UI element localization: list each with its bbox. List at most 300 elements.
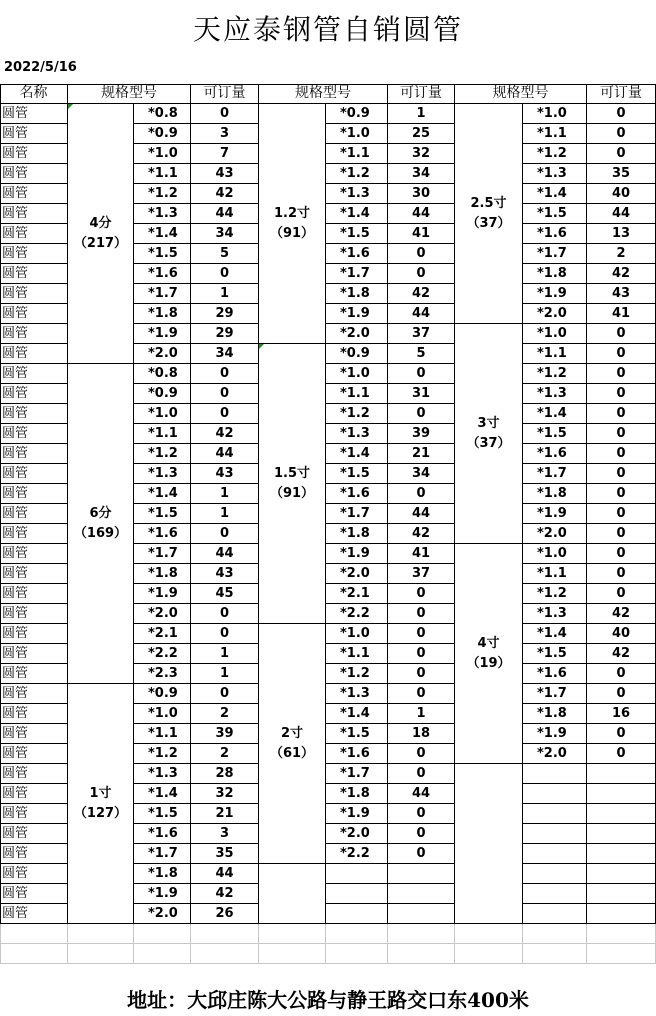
product-name-cell: 圆管 bbox=[0, 124, 68, 144]
spec-cell: *2.2 bbox=[326, 604, 388, 624]
product-name-cell: 圆管 bbox=[0, 784, 68, 804]
spec-cell: *1.4 bbox=[523, 624, 587, 644]
spec-cell: *1.2 bbox=[134, 184, 191, 204]
empty-spec-cell bbox=[523, 784, 587, 804]
comment-marker-icon bbox=[259, 344, 264, 349]
qty-cell: 0 bbox=[191, 364, 259, 384]
spec-cell: *1.2 bbox=[134, 444, 191, 464]
product-name-cell: 圆管 bbox=[0, 324, 68, 344]
size-group bbox=[455, 324, 523, 544]
spec-cell: *1.3 bbox=[523, 164, 587, 184]
empty-spec-cell bbox=[523, 824, 587, 844]
spec-cell: *1.7 bbox=[326, 764, 388, 784]
qty-cell: 42 bbox=[388, 524, 455, 544]
qty-cell: 0 bbox=[191, 384, 259, 404]
product-name-cell: 圆管 bbox=[0, 644, 68, 664]
qty-cell: 1 bbox=[191, 504, 259, 524]
spec-cell: *2.0 bbox=[326, 324, 388, 344]
qty-cell: 1 bbox=[191, 484, 259, 504]
spec-cell: *1.1 bbox=[523, 564, 587, 584]
size-group bbox=[259, 104, 326, 344]
empty-sheet-cell bbox=[191, 924, 259, 944]
qty-cell: 40 bbox=[587, 184, 656, 204]
empty-spec-cell bbox=[326, 904, 388, 924]
qty-cell: 42 bbox=[587, 644, 656, 664]
spec-cell: *1.5 bbox=[523, 424, 587, 444]
header-spec: 规格型号 bbox=[455, 84, 587, 104]
empty-sheet-cell bbox=[523, 924, 587, 944]
qty-cell: 0 bbox=[587, 744, 656, 764]
spec-cell: *0.9 bbox=[134, 384, 191, 404]
empty-qty-cell bbox=[587, 884, 656, 904]
qty-cell: 0 bbox=[191, 684, 259, 704]
spec-cell: *2.2 bbox=[134, 644, 191, 664]
empty-sheet-cell bbox=[587, 944, 656, 964]
spec-cell: *1.6 bbox=[523, 444, 587, 464]
product-name-cell: 圆管 bbox=[0, 704, 68, 724]
qty-cell: 0 bbox=[587, 464, 656, 484]
product-name-cell: 圆管 bbox=[0, 744, 68, 764]
empty-qty-cell bbox=[587, 824, 656, 844]
spec-cell: *1.0 bbox=[326, 364, 388, 384]
qty-cell: 0 bbox=[388, 644, 455, 664]
spec-cell: *1.6 bbox=[326, 484, 388, 504]
qty-cell: 7 bbox=[191, 144, 259, 164]
product-name-cell: 圆管 bbox=[0, 184, 68, 204]
empty-sheet-cell bbox=[0, 924, 68, 944]
empty-qty-cell bbox=[587, 784, 656, 804]
spec-cell: *2.0 bbox=[523, 304, 587, 324]
spec-cell: *1.0 bbox=[326, 624, 388, 644]
empty-qty-cell bbox=[587, 804, 656, 824]
spec-cell: *2.0 bbox=[134, 344, 191, 364]
size-group-total: （37） bbox=[466, 215, 511, 231]
empty-sheet-cell bbox=[388, 924, 455, 944]
spec-cell: *1.3 bbox=[134, 204, 191, 224]
spec-cell: *1.8 bbox=[134, 304, 191, 324]
qty-cell: 0 bbox=[587, 144, 656, 164]
product-name-cell: 圆管 bbox=[0, 564, 68, 584]
empty-sheet-cell bbox=[388, 944, 455, 964]
size-group-label: 2.5寸 bbox=[470, 195, 507, 211]
qty-cell: 44 bbox=[191, 864, 259, 884]
size-group-label: 2寸 bbox=[280, 725, 304, 741]
spec-cell: *1.1 bbox=[326, 144, 388, 164]
product-name-cell: 圆管 bbox=[0, 764, 68, 784]
spec-cell: *1.2 bbox=[523, 584, 587, 604]
header-spec: 规格型号 bbox=[259, 84, 388, 104]
empty-sheet-cell bbox=[134, 924, 191, 944]
qty-cell: 37 bbox=[388, 324, 455, 344]
spec-cell: *1.6 bbox=[134, 264, 191, 284]
spec-cell: *1.2 bbox=[326, 164, 388, 184]
spec-cell: *1.8 bbox=[134, 864, 191, 884]
qty-cell: 35 bbox=[191, 844, 259, 864]
qty-cell: 29 bbox=[191, 324, 259, 344]
product-name-cell: 圆管 bbox=[0, 584, 68, 604]
qty-cell: 30 bbox=[388, 184, 455, 204]
size-group bbox=[259, 344, 326, 624]
qty-cell: 28 bbox=[191, 764, 259, 784]
spec-cell: *1.9 bbox=[134, 324, 191, 344]
qty-cell: 0 bbox=[191, 404, 259, 424]
empty-sheet-cell bbox=[455, 924, 523, 944]
spec-cell: *1.6 bbox=[523, 664, 587, 684]
spec-cell: *1.7 bbox=[134, 544, 191, 564]
spec-cell: *1.2 bbox=[326, 664, 388, 684]
product-name-cell: 圆管 bbox=[0, 364, 68, 384]
size-group bbox=[68, 104, 134, 364]
qty-cell: 1 bbox=[388, 704, 455, 724]
spec-cell: *1.4 bbox=[134, 484, 191, 504]
qty-cell: 0 bbox=[587, 664, 656, 684]
qty-cell: 3 bbox=[191, 824, 259, 844]
spec-cell: *1.4 bbox=[326, 704, 388, 724]
qty-cell: 0 bbox=[388, 844, 455, 864]
qty-cell: 0 bbox=[587, 524, 656, 544]
qty-cell: 34 bbox=[191, 224, 259, 244]
comment-marker-icon bbox=[68, 104, 73, 109]
empty-qty-cell bbox=[587, 764, 656, 784]
spec-cell: *1.1 bbox=[523, 124, 587, 144]
product-name-cell: 圆管 bbox=[0, 624, 68, 644]
size-group-total: （169） bbox=[73, 525, 128, 541]
qty-cell: 41 bbox=[388, 224, 455, 244]
empty-qty-cell bbox=[587, 904, 656, 924]
spec-cell: *1.8 bbox=[326, 284, 388, 304]
qty-cell: 43 bbox=[191, 464, 259, 484]
empty-sheet-cell bbox=[68, 944, 134, 964]
qty-cell: 34 bbox=[388, 464, 455, 484]
header-name: 名称 bbox=[0, 84, 68, 104]
qty-cell: 18 bbox=[388, 724, 455, 744]
spec-cell: *1.3 bbox=[523, 384, 587, 404]
qty-cell: 0 bbox=[587, 404, 656, 424]
qty-cell: 3 bbox=[191, 124, 259, 144]
size-group-label: 6分 bbox=[89, 505, 112, 521]
qty-cell: 21 bbox=[191, 804, 259, 824]
spec-cell: *1.9 bbox=[134, 884, 191, 904]
spec-cell: *1.3 bbox=[326, 424, 388, 444]
qty-cell: 0 bbox=[587, 124, 656, 144]
spec-cell: *1.9 bbox=[326, 304, 388, 324]
spec-cell: *1.9 bbox=[523, 724, 587, 744]
header-qty: 可订量 bbox=[191, 84, 259, 104]
qty-cell: 0 bbox=[191, 104, 259, 124]
qty-cell: 26 bbox=[191, 904, 259, 924]
spec-cell: *2.0 bbox=[523, 744, 587, 764]
product-name-cell: 圆管 bbox=[0, 344, 68, 364]
qty-cell: 37 bbox=[388, 564, 455, 584]
empty-sheet-cell bbox=[191, 944, 259, 964]
spec-cell: *1.0 bbox=[134, 144, 191, 164]
product-name-cell: 圆管 bbox=[0, 104, 68, 124]
qty-cell: 1 bbox=[388, 104, 455, 124]
spec-cell: *1.6 bbox=[326, 244, 388, 264]
empty-spec-cell bbox=[523, 764, 587, 784]
size-group-label: 4分 bbox=[89, 215, 112, 231]
spec-cell: *1.9 bbox=[523, 284, 587, 304]
qty-cell: 0 bbox=[388, 484, 455, 504]
empty-sheet-cell bbox=[0, 944, 68, 964]
qty-cell: 1 bbox=[191, 664, 259, 684]
header-spec: 规格型号 bbox=[68, 84, 191, 104]
empty-spec-cell bbox=[523, 904, 587, 924]
empty-spec-cell bbox=[523, 804, 587, 824]
size-group bbox=[455, 104, 523, 324]
table-top-border bbox=[0, 84, 656, 85]
qty-cell: 39 bbox=[388, 424, 455, 444]
spec-cell: *0.9 bbox=[134, 684, 191, 704]
spec-cell: *1.5 bbox=[326, 724, 388, 744]
address-footer: 地址：大邱庄陈大公路与静王路交口东400米 bbox=[127, 988, 529, 1012]
spec-cell: *1.6 bbox=[134, 524, 191, 544]
qty-cell: 0 bbox=[388, 364, 455, 384]
spec-cell: *2.0 bbox=[326, 824, 388, 844]
spec-cell: *1.3 bbox=[326, 684, 388, 704]
spec-cell: *1.2 bbox=[326, 404, 388, 424]
product-name-cell: 圆管 bbox=[0, 444, 68, 464]
qty-cell: 43 bbox=[191, 164, 259, 184]
spec-cell: *1.1 bbox=[523, 344, 587, 364]
spec-cell: *1.1 bbox=[326, 384, 388, 404]
qty-cell: 0 bbox=[388, 824, 455, 844]
qty-cell: 0 bbox=[587, 364, 656, 384]
spec-cell: *1.7 bbox=[326, 504, 388, 524]
qty-cell: 45 bbox=[191, 584, 259, 604]
product-name-cell: 圆管 bbox=[0, 524, 68, 544]
qty-cell: 0 bbox=[587, 544, 656, 564]
spec-cell: *1.7 bbox=[523, 464, 587, 484]
spec-cell: *1.2 bbox=[134, 744, 191, 764]
table-left-border bbox=[0, 84, 1, 924]
spec-cell: *1.4 bbox=[523, 184, 587, 204]
qty-cell: 42 bbox=[587, 264, 656, 284]
qty-cell: 0 bbox=[587, 504, 656, 524]
empty-qty-cell bbox=[388, 864, 455, 884]
size-group bbox=[68, 684, 134, 924]
spec-cell: *1.3 bbox=[134, 764, 191, 784]
product-name-cell: 圆管 bbox=[0, 544, 68, 564]
product-name-cell: 圆管 bbox=[0, 664, 68, 684]
qty-cell: 44 bbox=[388, 784, 455, 804]
qty-cell: 34 bbox=[388, 164, 455, 184]
spec-cell: *1.1 bbox=[134, 424, 191, 444]
qty-cell: 29 bbox=[191, 304, 259, 324]
size-group-label: 1.5寸 bbox=[273, 465, 311, 481]
qty-cell: 2 bbox=[587, 244, 656, 264]
qty-cell: 40 bbox=[587, 624, 656, 644]
product-name-cell: 圆管 bbox=[0, 304, 68, 324]
qty-cell: 0 bbox=[191, 604, 259, 624]
qty-cell: 5 bbox=[388, 344, 455, 364]
qty-cell: 2 bbox=[191, 744, 259, 764]
size-group-label: 4寸 bbox=[477, 635, 500, 651]
empty-sheet-cell bbox=[523, 944, 587, 964]
spec-cell: *1.5 bbox=[134, 244, 191, 264]
spec-cell: *1.5 bbox=[523, 644, 587, 664]
qty-cell: 0 bbox=[191, 524, 259, 544]
spec-cell: *1.4 bbox=[326, 204, 388, 224]
qty-cell: 0 bbox=[388, 584, 455, 604]
empty-qty-cell bbox=[587, 864, 656, 884]
spec-cell: *1.1 bbox=[134, 164, 191, 184]
qty-cell: 42 bbox=[191, 884, 259, 904]
spec-cell: *1.0 bbox=[326, 124, 388, 144]
spec-cell: *1.3 bbox=[523, 604, 587, 624]
spec-cell: *1.7 bbox=[523, 684, 587, 704]
product-name-cell: 圆管 bbox=[0, 384, 68, 404]
spec-cell: *1.5 bbox=[326, 224, 388, 244]
spec-cell: *0.9 bbox=[134, 124, 191, 144]
header-qty: 可订量 bbox=[587, 84, 656, 104]
spec-cell: *2.0 bbox=[326, 564, 388, 584]
product-name-cell: 圆管 bbox=[0, 904, 68, 924]
spec-cell: *1.0 bbox=[523, 104, 587, 124]
product-name-cell: 圆管 bbox=[0, 144, 68, 164]
qty-cell: 0 bbox=[388, 764, 455, 784]
qty-cell: 0 bbox=[388, 744, 455, 764]
qty-cell: 0 bbox=[388, 804, 455, 824]
qty-cell: 0 bbox=[388, 664, 455, 684]
qty-cell: 0 bbox=[587, 684, 656, 704]
spec-cell: *1.4 bbox=[523, 404, 587, 424]
empty-spec-cell bbox=[523, 864, 587, 884]
spec-cell: *1.2 bbox=[523, 144, 587, 164]
qty-cell: 0 bbox=[587, 564, 656, 584]
size-group-label: 1寸 bbox=[89, 785, 112, 801]
qty-cell: 44 bbox=[388, 304, 455, 324]
qty-cell: 0 bbox=[587, 444, 656, 464]
qty-cell: 0 bbox=[587, 104, 656, 124]
spec-cell: *2.1 bbox=[326, 584, 388, 604]
qty-cell: 0 bbox=[388, 624, 455, 644]
qty-cell: 0 bbox=[587, 724, 656, 744]
spec-cell: *2.0 bbox=[134, 904, 191, 924]
qty-cell: 42 bbox=[388, 284, 455, 304]
spec-cell: *1.6 bbox=[134, 824, 191, 844]
spec-cell: *1.0 bbox=[523, 544, 587, 564]
spec-cell: *2.0 bbox=[523, 524, 587, 544]
size-group-label: 3寸 bbox=[477, 415, 500, 431]
spec-cell: *2.0 bbox=[134, 604, 191, 624]
spec-cell: *1.9 bbox=[326, 544, 388, 564]
qty-cell: 42 bbox=[191, 184, 259, 204]
spec-cell: *1.8 bbox=[326, 524, 388, 544]
product-name-cell: 圆管 bbox=[0, 264, 68, 284]
qty-cell: 44 bbox=[191, 444, 259, 464]
product-name-cell: 圆管 bbox=[0, 864, 68, 884]
spec-cell: *0.8 bbox=[134, 104, 191, 124]
spec-cell: *2.2 bbox=[326, 844, 388, 864]
qty-cell: 0 bbox=[587, 324, 656, 344]
spec-cell: *1.9 bbox=[326, 804, 388, 824]
qty-cell: 44 bbox=[388, 504, 455, 524]
size-group-total: （217） bbox=[73, 235, 128, 251]
spec-cell: *1.8 bbox=[523, 264, 587, 284]
spec-cell: *1.4 bbox=[134, 784, 191, 804]
spec-cell: *0.9 bbox=[326, 104, 388, 124]
product-name-cell: 圆管 bbox=[0, 204, 68, 224]
product-name-cell: 圆管 bbox=[0, 604, 68, 624]
qty-cell: 0 bbox=[587, 584, 656, 604]
spec-cell: *1.5 bbox=[134, 804, 191, 824]
product-name-cell: 圆管 bbox=[0, 824, 68, 844]
empty-spec-cell bbox=[326, 884, 388, 904]
spec-cell: *1.9 bbox=[523, 504, 587, 524]
qty-cell: 43 bbox=[191, 564, 259, 584]
spec-cell: *1.1 bbox=[134, 724, 191, 744]
product-name-cell: 圆管 bbox=[0, 844, 68, 864]
spec-cell: *1.0 bbox=[134, 404, 191, 424]
qty-cell: 41 bbox=[388, 544, 455, 564]
qty-cell: 39 bbox=[191, 724, 259, 744]
qty-cell: 44 bbox=[587, 204, 656, 224]
empty-qty-cell bbox=[587, 844, 656, 864]
inventory-table bbox=[0, 84, 656, 924]
spec-cell: *1.6 bbox=[326, 744, 388, 764]
size-group-total: （19） bbox=[466, 655, 511, 671]
size-group bbox=[259, 624, 326, 864]
empty-sheet-cell bbox=[134, 944, 191, 964]
spec-cell: *1.7 bbox=[326, 264, 388, 284]
empty-sheet-cell bbox=[68, 924, 134, 944]
empty-spec-cell bbox=[523, 884, 587, 904]
empty-qty-cell bbox=[388, 904, 455, 924]
spec-cell: *1.9 bbox=[134, 584, 191, 604]
spec-cell: *1.8 bbox=[326, 784, 388, 804]
product-name-cell: 圆管 bbox=[0, 724, 68, 744]
qty-cell: 31 bbox=[388, 384, 455, 404]
product-name-cell: 圆管 bbox=[0, 464, 68, 484]
size-group-total: （91） bbox=[269, 485, 315, 501]
size-group-total: （127） bbox=[73, 805, 128, 821]
qty-cell: 42 bbox=[191, 424, 259, 444]
empty-spec-cell bbox=[326, 864, 388, 884]
size-group-total: （61） bbox=[269, 745, 315, 761]
size-group-label: 1.2寸 bbox=[273, 205, 311, 221]
empty-sheet-cell bbox=[259, 924, 326, 944]
empty-group-cell bbox=[455, 764, 523, 924]
product-name-cell: 圆管 bbox=[0, 244, 68, 264]
qty-cell: 41 bbox=[587, 304, 656, 324]
empty-sheet-cell bbox=[259, 944, 326, 964]
spec-cell: *1.2 bbox=[523, 364, 587, 384]
empty-sheet-cell bbox=[326, 924, 388, 944]
page-title: 天应泰钢管自销圆管 bbox=[192, 13, 463, 46]
qty-cell: 1 bbox=[191, 284, 259, 304]
qty-cell: 32 bbox=[388, 144, 455, 164]
spec-cell: *1.0 bbox=[523, 324, 587, 344]
qty-cell: 16 bbox=[587, 704, 656, 724]
qty-cell: 0 bbox=[587, 424, 656, 444]
product-name-cell: 圆管 bbox=[0, 424, 68, 444]
qty-cell: 43 bbox=[587, 284, 656, 304]
spec-cell: *1.1 bbox=[326, 644, 388, 664]
empty-sheet-cell bbox=[587, 924, 656, 944]
product-name-cell: 圆管 bbox=[0, 504, 68, 524]
qty-cell: 5 bbox=[191, 244, 259, 264]
qty-cell: 44 bbox=[191, 204, 259, 224]
qty-cell: 0 bbox=[587, 344, 656, 364]
qty-cell: 13 bbox=[587, 224, 656, 244]
spec-cell: *1.5 bbox=[523, 204, 587, 224]
size-group-total: （91） bbox=[269, 225, 315, 241]
qty-cell: 25 bbox=[388, 124, 455, 144]
spec-cell: *1.0 bbox=[134, 704, 191, 724]
header-qty: 可订量 bbox=[388, 84, 455, 104]
qty-cell: 2 bbox=[191, 704, 259, 724]
